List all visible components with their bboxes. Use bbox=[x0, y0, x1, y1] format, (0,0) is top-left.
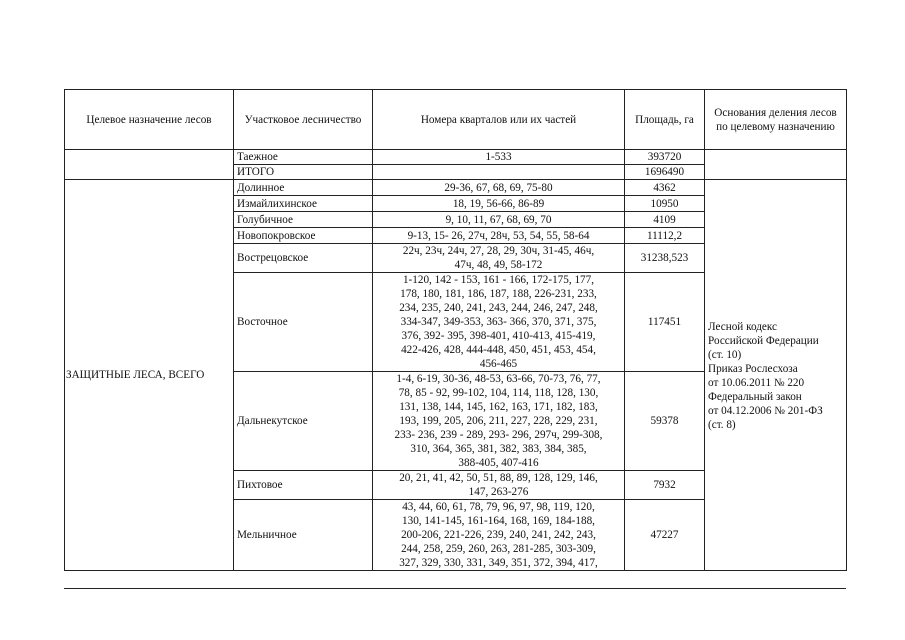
area-cell: 7932 bbox=[625, 471, 705, 500]
basis-line: Лесной кодекс bbox=[708, 320, 778, 333]
header-district: Участковое лесничество bbox=[234, 90, 373, 150]
basis-line: Приказ Рослесхоза bbox=[708, 362, 798, 375]
quarters-cell: 29-36, 67, 68, 69, 75-80 bbox=[373, 180, 625, 196]
area-cell: 59378 bbox=[625, 372, 705, 471]
header-quarters: Номера кварталов или их частей bbox=[373, 90, 625, 150]
district-cell: Пихтовое bbox=[234, 471, 373, 500]
area-cell: 31238,523 bbox=[625, 244, 705, 273]
basis-cell-empty bbox=[705, 150, 847, 180]
forest-purpose-table bbox=[64, 89, 847, 571]
district-cell: Дальнекутское bbox=[234, 372, 373, 471]
district-cell: Мельничное bbox=[234, 500, 373, 571]
quarters-cell: 1-4, 6-19, 30-36, 48-53, 63-66, 70-73, 76, 77, 78, 85 - 92, 99-102, 104, 114, 118, 128, 130, 131, 138, 144, 145, 162, 163, 171, 182, 183, 193, 199, 205, 206, 211, 227, 228, 229, 231, 233- 236, 239 - 289, 293- 296, 297ч, 299-308, 310, 364, 365, 381, 382, 383, 384, 385, 388-405, 407-416 bbox=[373, 372, 625, 471]
area-cell: 11112,2 bbox=[625, 228, 705, 244]
basis-line: (ст. 10) bbox=[708, 348, 742, 361]
basis-line: от 10.06.2011 № 220 bbox=[708, 376, 805, 389]
quarters-cell: 22ч, 23ч, 24ч, 27, 28, 29, 30ч, 31-45, 46ч, 47ч, 48, 49, 58-172 bbox=[373, 244, 625, 273]
basis-line: (ст. 8) bbox=[708, 418, 736, 431]
district-cell: Голубичное bbox=[234, 212, 373, 228]
quarters-cell: 20, 21, 41, 42, 50, 51, 88, 89, 128, 129, 146, 147, 263-276 bbox=[373, 471, 625, 500]
quarters-cell: 9-13, 15- 26, 27ч, 28ч, 53, 54, 55, 58-64 bbox=[373, 228, 625, 244]
district-cell: Таежное bbox=[234, 150, 373, 165]
header-area: Площадь, га bbox=[625, 90, 705, 150]
table-row bbox=[65, 150, 847, 165]
basis-line: Российской Федерации bbox=[708, 334, 819, 347]
area-cell: 4362 bbox=[625, 180, 705, 196]
basis-line: от 04.12.2006 № 201-ФЗ bbox=[708, 404, 823, 417]
quarters-cell: 18, 19, 56-66, 86-89 bbox=[373, 196, 625, 212]
district-cell: Новопокровское bbox=[234, 228, 373, 244]
table-header-row bbox=[65, 90, 847, 150]
district-cell: Измайлихинское bbox=[234, 196, 373, 212]
page-cut-off bbox=[0, 588, 905, 640]
header-basis: Основания деления лесов по целевому назначению bbox=[705, 90, 847, 150]
purpose-cell-empty bbox=[65, 150, 234, 180]
district-cell: Восточное bbox=[234, 273, 373, 372]
quarters-cell: 9, 10, 11, 67, 68, 69, 70 bbox=[373, 212, 625, 228]
district-cell: Вострецовское bbox=[234, 244, 373, 273]
quarters-cell bbox=[373, 165, 625, 180]
area-cell: 47227 bbox=[625, 500, 705, 571]
area-cell: 10950 bbox=[625, 196, 705, 212]
quarters-cell: 1-120, 142 - 153, 161 - 166, 172-175, 177, 178, 180, 181, 186, 187, 188, 226-231, 233, 234, 235, 240, 241, 243, 244, 246, 247, 248, 334-347, 349-353, 363- 366, 370, 371, 375, 376, 392- 395, 398-401, 410-413, 415-419, 422-426, 428, 444-448, 450, 451, 453, 454, 456-465 bbox=[373, 273, 625, 372]
table-row bbox=[65, 180, 847, 196]
legal-basis-cell bbox=[705, 180, 847, 571]
basis-line: Федеральный закон bbox=[708, 390, 802, 403]
protective-forest-label: ЗАЩИТНЫЕ ЛЕСА, ВСЕГО bbox=[65, 180, 234, 571]
area-cell: 117451 bbox=[625, 273, 705, 372]
area-cell: 393720 bbox=[625, 150, 705, 165]
quarters-cell: 43, 44, 60, 61, 78, 79, 96, 97, 98, 119, 120, 130, 141-145, 161-164, 168, 169, 184-188, 200-206, 221-226, 239, 240, 241, 242, 243, 244, 258, 259, 260, 263, 281-285, 303-309, 327, 329, 330, 331, 349, 351, 372, 394, 417, bbox=[373, 500, 625, 571]
area-cell: 4109 bbox=[625, 212, 705, 228]
header-purpose: Целевое назначение лесов bbox=[65, 90, 234, 150]
quarters-cell: 1-533 bbox=[373, 150, 625, 165]
total-label: ИТОГО bbox=[234, 165, 373, 180]
total-area: 1696490 bbox=[625, 165, 705, 180]
district-cell: Долинное bbox=[234, 180, 373, 196]
table-bottom-border bbox=[64, 588, 846, 589]
